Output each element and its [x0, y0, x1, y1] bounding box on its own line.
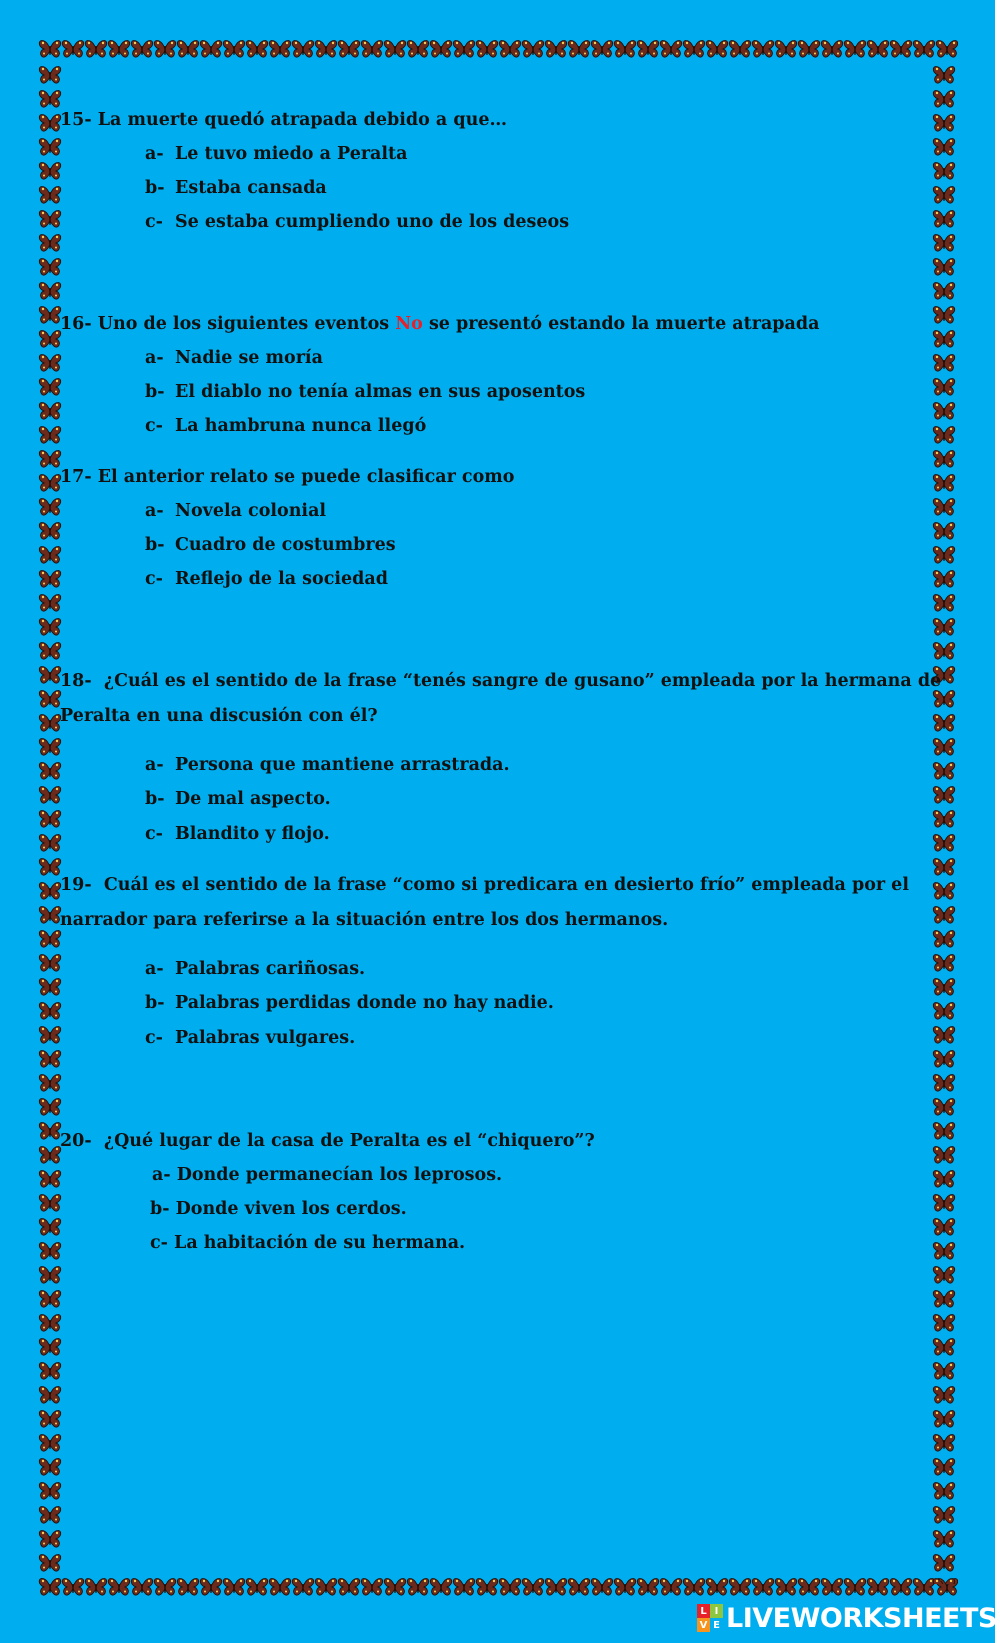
butterfly-icon [38, 928, 62, 952]
question-18: 18- ¿Cuál es el sentido de la frase “tenés sangre de gusano” empleada por la hermana de Peralta en una discusión con él? [60, 671, 942, 726]
butterfly-icon [932, 520, 956, 544]
butterfly-icon [222, 38, 246, 62]
butterfly-icon [590, 38, 614, 62]
butterfly-icon [38, 712, 62, 736]
butterfly-icon [932, 496, 956, 520]
butterfly-icon [932, 544, 956, 568]
butterfly-icon [843, 1576, 867, 1600]
butterfly-icon [268, 1576, 292, 1600]
butterfly-icon [932, 1168, 956, 1192]
butterfly-icon [932, 568, 956, 592]
butterfly-icon [245, 38, 269, 62]
butterfly-icon [38, 184, 62, 208]
butterfly-icon [38, 304, 62, 328]
butterfly-icon [544, 1576, 568, 1600]
butterfly-icon [38, 38, 62, 62]
badge-letter-e: E [710, 1618, 723, 1632]
butterfly-icon [38, 424, 62, 448]
negation-emphasis: No [395, 314, 423, 334]
butterfly-icon [774, 1576, 798, 1600]
badge-letter-v: V [697, 1618, 710, 1632]
butterfly-icon [932, 832, 956, 856]
butterfly-icon [932, 1024, 956, 1048]
butterfly-icon [38, 1120, 62, 1144]
question-19-option-b[interactable]: b- Palabras perdidas donde no hay nadie. [145, 993, 554, 1013]
butterfly-icon [613, 38, 637, 62]
butterfly-icon [406, 38, 430, 62]
butterfly-icon [38, 832, 62, 856]
butterfly-icon [932, 160, 956, 184]
butterfly-icon [61, 38, 85, 62]
butterfly-icon [932, 256, 956, 280]
butterfly-icon [932, 1096, 956, 1120]
butterfly-icon [932, 760, 956, 784]
butterfly-icon [38, 280, 62, 304]
butterfly-icon [932, 112, 956, 136]
butterfly-icon [429, 38, 453, 62]
butterfly-icon [38, 1048, 62, 1072]
question-16-option-a[interactable]: a- Nadie se moría [145, 348, 323, 368]
butterfly-icon [797, 1576, 821, 1600]
butterfly-icon [935, 38, 958, 62]
butterfly-icon [38, 952, 62, 976]
butterfly-icon [932, 976, 956, 1000]
question-20: 20- ¿Qué lugar de la casa de Peralta es el “chiquero”? [60, 1131, 595, 1151]
butterfly-border-bottom [38, 1576, 958, 1602]
butterfly-icon [38, 352, 62, 376]
butterfly-icon [38, 1072, 62, 1096]
butterfly-icon [38, 1024, 62, 1048]
butterfly-icon [337, 1576, 361, 1600]
butterfly-icon [38, 1288, 62, 1312]
butterfly-icon [932, 1384, 956, 1408]
butterfly-icon [889, 1576, 913, 1600]
butterfly-icon [38, 616, 62, 640]
butterfly-icon [932, 232, 956, 256]
butterfly-icon [751, 1576, 775, 1600]
butterfly-icon [932, 424, 956, 448]
butterfly-icon [38, 1360, 62, 1384]
badge-letter-i: I [710, 1604, 723, 1618]
butterfly-icon [797, 38, 821, 62]
butterfly-icon [38, 1384, 62, 1408]
question-15-option-a[interactable]: a- Le tuvo miedo a Peralta [145, 144, 408, 164]
butterfly-icon [932, 352, 956, 376]
butterfly-icon [932, 1432, 956, 1456]
butterfly-icon [932, 448, 956, 472]
question-17-option-a[interactable]: a- Novela colonial [145, 501, 327, 521]
butterfly-icon [291, 1576, 315, 1600]
butterfly-icon [38, 664, 62, 688]
butterfly-icon [932, 400, 956, 424]
butterfly-icon [38, 1216, 62, 1240]
butterfly-icon [498, 1576, 522, 1600]
butterfly-icon [38, 520, 62, 544]
butterfly-icon [429, 1576, 453, 1600]
butterfly-icon [932, 1576, 956, 1584]
butterfly-icon [153, 1576, 177, 1600]
butterfly-icon [84, 1576, 108, 1600]
butterfly-icon [130, 1576, 154, 1600]
butterfly-icon [932, 616, 956, 640]
butterfly-icon [107, 1576, 131, 1600]
butterfly-icon [38, 376, 62, 400]
butterfly-icon [268, 38, 292, 62]
question-20-option-b[interactable]: b- Donde viven los cerdos. [150, 1199, 407, 1219]
butterfly-icon [38, 1096, 62, 1120]
butterfly-icon [932, 328, 956, 352]
butterfly-icon [337, 38, 361, 62]
butterfly-border-top [38, 38, 958, 64]
butterfly-icon [38, 592, 62, 616]
butterfly-icon [38, 472, 62, 496]
butterfly-icon [932, 1240, 956, 1264]
butterfly-icon [682, 1576, 706, 1600]
question-18-option-c[interactable]: c- Blandito y flojo. [145, 824, 330, 844]
butterfly-icon [38, 1240, 62, 1264]
butterfly-icon [383, 38, 407, 62]
butterfly-icon [932, 208, 956, 232]
butterfly-icon [889, 38, 913, 62]
butterfly-icon [38, 760, 62, 784]
butterfly-icon [912, 38, 936, 62]
butterfly-icon [932, 592, 956, 616]
butterfly-icon [61, 1576, 85, 1600]
butterfly-icon [38, 448, 62, 472]
butterfly-icon [475, 38, 499, 62]
butterfly-icon [38, 688, 62, 712]
butterfly-icon [932, 304, 956, 328]
butterfly-icon [544, 38, 568, 62]
butterfly-icon [38, 88, 62, 112]
butterfly-icon [38, 784, 62, 808]
butterfly-border-right [932, 64, 958, 1584]
question-19-option-c[interactable]: c- Palabras vulgares. [145, 1028, 356, 1048]
butterfly-icon [314, 1576, 338, 1600]
butterfly-border-left [38, 64, 64, 1584]
butterfly-icon [38, 1144, 62, 1168]
question-18-option-b[interactable]: b- De mal aspecto. [145, 789, 331, 809]
butterfly-icon [932, 88, 956, 112]
question-19: 19- Cuál es el sentido de la frase “como si predicara en desierto frío” empleada por el narrador para referirse a la situación entre los dos hermanos. [60, 875, 909, 930]
butterfly-icon [38, 1576, 62, 1584]
question-20-option-a[interactable]: a- Donde permanecían los leprosos. [152, 1165, 503, 1185]
live-badge-icon [697, 1604, 723, 1632]
butterfly-icon [38, 544, 62, 568]
butterfly-icon [130, 38, 154, 62]
butterfly-icon [932, 1360, 956, 1384]
butterfly-icon [932, 1000, 956, 1024]
question-15-option-c[interactable]: c- Se estaba cumpliendo uno de los deseos [145, 212, 570, 232]
butterfly-icon [38, 736, 62, 760]
butterfly-icon [38, 400, 62, 424]
butterfly-icon [475, 1576, 499, 1600]
butterfly-icon [107, 38, 131, 62]
question-20-option-c[interactable]: c- La habitación de su hermana. [150, 1233, 466, 1253]
butterfly-icon [590, 1576, 614, 1600]
butterfly-icon [38, 208, 62, 232]
butterfly-icon [38, 1264, 62, 1288]
butterfly-icon [199, 1576, 223, 1600]
butterfly-icon [498, 38, 522, 62]
butterfly-icon [932, 1120, 956, 1144]
butterfly-icon [38, 904, 62, 928]
butterfly-icon [932, 928, 956, 952]
butterfly-icon [38, 1528, 62, 1552]
question-18-option-a[interactable]: a- Persona que mantiene arrastrada. [145, 755, 510, 775]
question-17-option-c[interactable]: c- Reflejo de la sociedad [145, 569, 388, 589]
butterfly-icon [38, 1312, 62, 1336]
butterfly-icon [659, 38, 683, 62]
butterfly-icon [932, 1336, 956, 1360]
butterfly-icon [199, 38, 223, 62]
butterfly-icon [682, 38, 706, 62]
butterfly-icon [38, 1480, 62, 1504]
butterfly-icon [38, 1408, 62, 1432]
butterfly-icon [932, 1552, 956, 1576]
butterfly-icon [176, 38, 200, 62]
question-15: 15- La muerte quedó atrapada debido a que… [60, 110, 507, 130]
butterfly-icon [38, 856, 62, 880]
liveworksheets-logo [697, 1601, 997, 1635]
butterfly-icon [932, 952, 956, 976]
butterfly-icon [932, 1216, 956, 1240]
butterfly-icon [932, 1456, 956, 1480]
butterfly-icon [932, 736, 956, 760]
butterfly-icon [38, 160, 62, 184]
butterfly-icon [521, 1576, 545, 1600]
butterfly-icon [932, 640, 956, 664]
butterfly-icon [866, 1576, 890, 1600]
butterfly-icon [932, 1408, 956, 1432]
question-16-option-c[interactable]: c- La hambruna nunca llegó [145, 416, 427, 436]
butterfly-icon [932, 808, 956, 832]
butterfly-icon [932, 1264, 956, 1288]
butterfly-icon [84, 38, 108, 62]
butterfly-icon [932, 1504, 956, 1528]
butterfly-icon [932, 1312, 956, 1336]
badge-letter-l: L [697, 1604, 710, 1618]
butterfly-icon [38, 1504, 62, 1528]
butterfly-icon [38, 256, 62, 280]
butterfly-icon [636, 38, 660, 62]
butterfly-icon [38, 136, 62, 160]
butterfly-icon [659, 1576, 683, 1600]
butterfly-icon [705, 38, 729, 62]
butterfly-icon [932, 784, 956, 808]
butterfly-icon [567, 38, 591, 62]
butterfly-icon [932, 184, 956, 208]
question-16-option-b[interactable]: b- El diablo no tenía almas en sus aposentos [145, 382, 586, 402]
liveworksheets-wordmark: LIVEWORKSHEETS [726, 1602, 997, 1634]
butterfly-icon [866, 38, 890, 62]
butterfly-icon [932, 1144, 956, 1168]
butterfly-icon [932, 904, 956, 928]
butterfly-icon [774, 38, 798, 62]
question-15-option-b[interactable]: b- Estaba cansada [145, 178, 327, 198]
butterfly-icon [38, 976, 62, 1000]
butterfly-icon [932, 1072, 956, 1096]
butterfly-icon [176, 1576, 200, 1600]
butterfly-icon [705, 1576, 729, 1600]
butterfly-icon [932, 1192, 956, 1216]
butterfly-icon [38, 112, 62, 136]
butterfly-icon [521, 38, 545, 62]
butterfly-icon [38, 1168, 62, 1192]
butterfly-icon [38, 568, 62, 592]
butterfly-icon [932, 1048, 956, 1072]
butterfly-icon [820, 38, 844, 62]
butterfly-icon [932, 280, 956, 304]
butterfly-icon [38, 1552, 62, 1576]
butterfly-icon [222, 1576, 246, 1600]
butterfly-icon [291, 38, 315, 62]
butterfly-icon [38, 1336, 62, 1360]
butterfly-icon [751, 38, 775, 62]
butterfly-icon [153, 38, 177, 62]
question-19-option-a[interactable]: a- Palabras cariñosas. [145, 959, 366, 979]
butterfly-icon [636, 1576, 660, 1600]
butterfly-icon [360, 1576, 384, 1600]
butterfly-icon [38, 64, 62, 88]
butterfly-icon [932, 472, 956, 496]
butterfly-icon [843, 38, 867, 62]
butterfly-icon [38, 1192, 62, 1216]
butterfly-icon [728, 1576, 752, 1600]
butterfly-icon [406, 1576, 430, 1600]
question-16: 16- Uno de los siguientes eventos No se presentó estando la muerte atrapada [60, 314, 820, 334]
butterfly-icon [932, 1528, 956, 1552]
butterfly-icon [383, 1576, 407, 1600]
butterfly-icon [613, 1576, 637, 1600]
butterfly-icon [38, 1432, 62, 1456]
question-17: 17- El anterior relato se puede clasificar como [60, 467, 515, 487]
butterfly-icon [932, 1288, 956, 1312]
butterfly-icon [932, 880, 956, 904]
butterfly-icon [932, 1480, 956, 1504]
butterfly-icon [932, 376, 956, 400]
butterfly-icon [38, 640, 62, 664]
butterfly-icon [932, 64, 956, 88]
question-17-option-b[interactable]: b- Cuadro de costumbres [145, 535, 396, 555]
butterfly-icon [38, 1000, 62, 1024]
butterfly-icon [932, 856, 956, 880]
butterfly-icon [452, 38, 476, 62]
butterfly-icon [38, 808, 62, 832]
butterfly-icon [38, 328, 62, 352]
butterfly-icon [38, 496, 62, 520]
butterfly-icon [38, 880, 62, 904]
butterfly-icon [728, 38, 752, 62]
butterfly-icon [820, 1576, 844, 1600]
butterfly-icon [245, 1576, 269, 1600]
butterfly-icon [38, 1456, 62, 1480]
butterfly-icon [452, 1576, 476, 1600]
butterfly-icon [932, 136, 956, 160]
butterfly-icon [38, 232, 62, 256]
butterfly-icon [314, 38, 338, 62]
butterfly-icon [360, 38, 384, 62]
butterfly-icon [567, 1576, 591, 1600]
